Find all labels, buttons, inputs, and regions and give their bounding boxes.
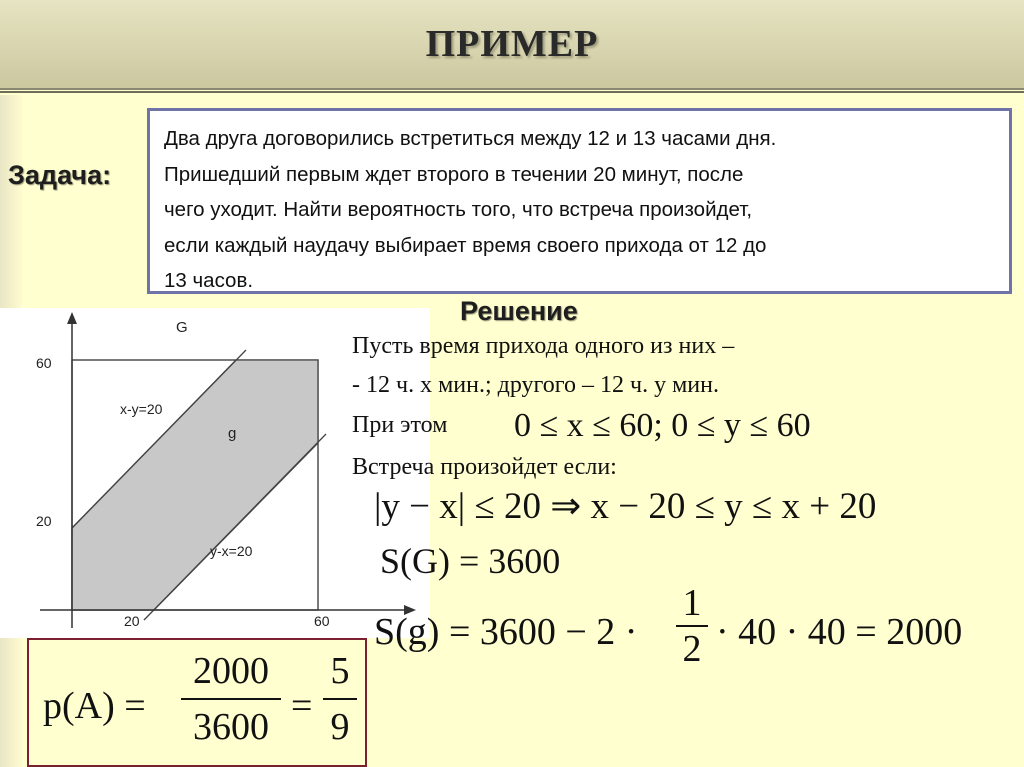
task-line: Два друга договорились встретиться между 12 и 13 часами дня. — [164, 127, 777, 150]
fraction-bar — [181, 698, 281, 700]
fraction-denominator: 3600 — [193, 706, 269, 748]
answer-box — [27, 638, 367, 767]
fraction-denominator: 2 — [682, 628, 702, 670]
y-tick-20: 20 — [36, 513, 52, 529]
solution-line-1: Пусть время прихода одного из них – — [352, 333, 735, 359]
fraction-numerator: 5 — [330, 650, 350, 692]
fraction-denominator: 9 — [330, 706, 350, 748]
upper-line-label: x-y=20 — [120, 401, 163, 417]
region-g-label: g — [228, 425, 237, 442]
task-box — [147, 108, 1012, 294]
answer-fraction-1 — [179, 648, 283, 750]
solution-line-3: При этом — [352, 412, 448, 438]
x-tick-20: 20 — [124, 613, 140, 629]
x-tick-60: 60 — [314, 613, 330, 629]
condition-formula: |y − x| ≤ 20 ⇒ x − 20 ≤ y ≤ x + 20 — [374, 486, 877, 527]
answer-lhs: p(A) = — [43, 685, 146, 727]
fraction-numerator: 1 — [682, 582, 702, 624]
lower-line-label: y-x=20 — [210, 543, 253, 559]
solution-title: Решение — [460, 296, 578, 326]
task-line: если каждый наудачу выбирает время своего прихода от 12 до — [164, 233, 767, 257]
y-tick-60: 60 — [36, 355, 52, 371]
answer-fraction-2 — [323, 648, 357, 750]
answer-equals: = — [291, 685, 313, 727]
task-line: чего уходит. Найти вероятность того, что встреча произойдет, — [164, 198, 753, 221]
area-g-formula-left: S(g) = 3600 − 2 · — [374, 611, 638, 653]
solution-line-2: - 12 ч. х мин.; другого – 12 ч. у мин. — [352, 372, 719, 398]
fraction-bar — [676, 625, 708, 627]
solution-line-4: Встреча произойдет если: — [352, 454, 617, 480]
slide-header — [0, 0, 1024, 90]
area-g-formula-right: · 40 · 40 = 2000 — [716, 611, 963, 653]
area-g-fraction — [672, 583, 712, 669]
slide-title: ПРИМЕР — [425, 23, 599, 65]
fraction-bar — [323, 698, 357, 700]
task-line: 13 часов. — [164, 269, 254, 292]
task-label: Задача: — [8, 160, 112, 190]
fraction-numerator: 2000 — [193, 650, 269, 692]
task-line: Пришедший первым ждет второго в течении 20 минут, после — [164, 162, 744, 186]
area-G-formula: S(G) = 3600 — [380, 541, 561, 581]
bounds-formula: 0 ≤ x ≤ 60; 0 ≤ y ≤ 60 — [514, 407, 811, 444]
header-divider — [0, 91, 1024, 93]
region-G-label: G — [176, 319, 188, 336]
